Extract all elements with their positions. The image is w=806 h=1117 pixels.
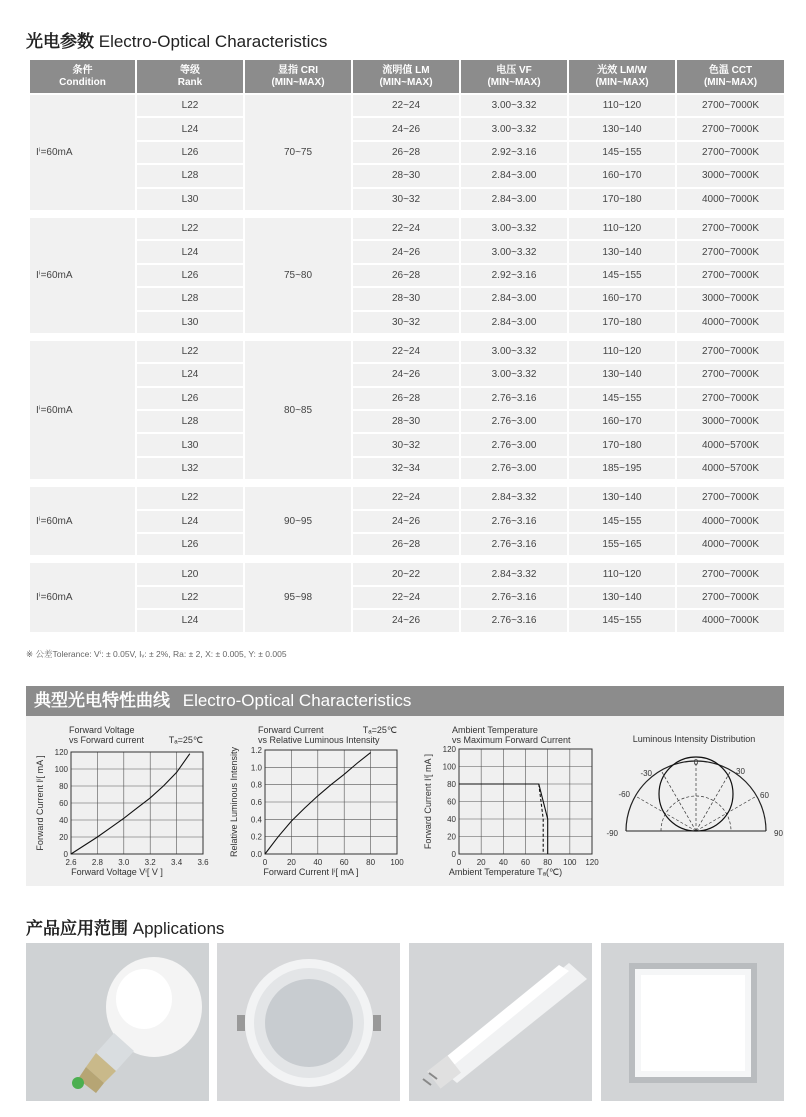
bulb-image bbox=[26, 943, 209, 1101]
table-row bbox=[30, 411, 784, 432]
rank-cell: L30 bbox=[137, 189, 243, 210]
value-cell: 2700~7000K bbox=[677, 487, 784, 508]
value-cell: 3.00~3.32 bbox=[461, 341, 567, 362]
rank-cell: L28 bbox=[137, 288, 243, 309]
value-cell: 160~170 bbox=[569, 165, 675, 186]
table-row bbox=[30, 511, 784, 532]
value-cell: 2.92~3.16 bbox=[461, 265, 567, 286]
chart-note: Tₐ=25℃ bbox=[168, 735, 203, 745]
value-cell: 4000~7000K bbox=[677, 189, 784, 210]
value-cell: 170~180 bbox=[569, 434, 675, 455]
cri-cell: 75~80 bbox=[245, 218, 351, 333]
rank-cell: L26 bbox=[137, 265, 243, 286]
value-cell: 2700~7000K bbox=[677, 341, 784, 362]
value-cell: 20~22 bbox=[353, 563, 459, 584]
y-axis-label: Relative Luminous Intensity bbox=[229, 746, 239, 858]
value-cell: 3000~7000K bbox=[677, 411, 784, 432]
value-cell: 3.00~3.32 bbox=[461, 118, 567, 139]
condition-cell: Iⁱ=60mA bbox=[30, 341, 135, 479]
value-cell: 26~28 bbox=[353, 534, 459, 555]
x-axis-label: Ambient Temperature Tₐ(℃) bbox=[448, 867, 563, 877]
x-tick-label: 3.6 bbox=[197, 858, 209, 867]
chart-title: Forward Voltage bbox=[69, 725, 135, 735]
value-cell: 2.76~3.00 bbox=[461, 458, 567, 479]
value-cell: 185~195 bbox=[569, 458, 675, 479]
polar-spoke bbox=[696, 796, 757, 831]
tube-image bbox=[409, 943, 592, 1101]
value-cell: 26~28 bbox=[353, 142, 459, 163]
value-cell: 28~30 bbox=[353, 411, 459, 432]
y-tick-label: 0 bbox=[451, 850, 456, 859]
value-cell: 130~140 bbox=[569, 364, 675, 385]
chart-title: Forward Current bbox=[258, 725, 324, 735]
value-cell: 2.76~3.16 bbox=[461, 534, 567, 555]
table-row bbox=[30, 563, 784, 584]
value-cell: 3.00~3.32 bbox=[461, 364, 567, 385]
y-tick-label: 0 bbox=[63, 850, 68, 859]
y-axis-label: Forward Current Iⁱ[ mA ] bbox=[423, 753, 433, 850]
rank-cell: L26 bbox=[137, 534, 243, 555]
y-tick-label: 1.0 bbox=[250, 763, 262, 773]
value-cell: 4000~7000K bbox=[677, 534, 784, 555]
header-cell: 色温 CCT (MIN~MAX) bbox=[677, 60, 784, 93]
value-cell: 170~180 bbox=[569, 312, 675, 333]
header-cell: 显指 CRI (MIN~MAX) bbox=[245, 60, 351, 93]
value-cell: 22~24 bbox=[353, 587, 459, 608]
y-tick-label: 60 bbox=[59, 799, 68, 808]
rank-cell: L22 bbox=[137, 95, 243, 116]
value-cell: 24~26 bbox=[353, 241, 459, 262]
rank-cell: L30 bbox=[137, 434, 243, 455]
rank-cell: L24 bbox=[137, 610, 243, 631]
section-title-curves: 典型光电特性曲线 Electro-Optical Characteristics bbox=[26, 686, 784, 716]
x-tick-label: 100 bbox=[390, 858, 404, 867]
value-cell: 2700~7000K bbox=[677, 388, 784, 409]
x-tick-label: 0 bbox=[262, 858, 268, 867]
x-tick-label: 3.2 bbox=[144, 858, 156, 867]
table-row bbox=[30, 189, 784, 210]
value-cell: 2.76~3.16 bbox=[461, 388, 567, 409]
rank-cell: L22 bbox=[137, 218, 243, 239]
x-tick-label: 2.8 bbox=[91, 858, 103, 867]
polar-angle-label: 90 bbox=[774, 829, 783, 838]
value-cell: 28~30 bbox=[353, 288, 459, 309]
table-header-row bbox=[30, 60, 784, 93]
header-cell: 条件 Condition bbox=[30, 60, 135, 93]
value-cell: 2700~7000K bbox=[677, 118, 784, 139]
rank-cell: L24 bbox=[137, 511, 243, 532]
x-tick-label: 120 bbox=[585, 858, 599, 867]
table-row bbox=[30, 165, 784, 186]
rank-cell: L26 bbox=[137, 142, 243, 163]
x-tick-label: 40 bbox=[498, 858, 508, 867]
x-tick-label: 80 bbox=[543, 858, 553, 867]
y-tick-label: 40 bbox=[447, 815, 456, 824]
value-cell: 3.00~3.32 bbox=[461, 95, 567, 116]
table-row bbox=[30, 487, 784, 508]
x-tick-label: 3.0 bbox=[118, 858, 130, 867]
cri-cell: 95~98 bbox=[245, 563, 351, 631]
value-cell: 2.76~3.16 bbox=[461, 511, 567, 532]
x-tick-label: 2.6 bbox=[65, 858, 77, 867]
value-cell: 22~24 bbox=[353, 341, 459, 362]
value-cell: 130~140 bbox=[569, 487, 675, 508]
x-tick-label: 20 bbox=[286, 858, 296, 867]
polar-angle-label: 30 bbox=[736, 767, 745, 776]
value-cell: 3.00~3.32 bbox=[461, 241, 567, 262]
polar-angle-label: 60 bbox=[760, 791, 769, 800]
chart-title-line2: vs Relative Luminous Intensity bbox=[258, 735, 380, 745]
value-cell: 130~140 bbox=[569, 587, 675, 608]
y-tick-label: 100 bbox=[54, 765, 68, 774]
polar-angle-label: -90 bbox=[606, 829, 618, 838]
header-cell: 等级 Rank bbox=[137, 60, 243, 93]
value-cell: 24~26 bbox=[353, 610, 459, 631]
rank-cell: L30 bbox=[137, 312, 243, 333]
table-row bbox=[30, 288, 784, 309]
table-row bbox=[30, 434, 784, 455]
x-axis-label: Forward Voltage Vⁱ[ V ] bbox=[71, 867, 163, 877]
value-cell: 22~24 bbox=[353, 95, 459, 116]
value-cell: 2.84~3.00 bbox=[461, 189, 567, 210]
value-cell: 2700~7000K bbox=[677, 587, 784, 608]
value-cell: 4000~7000K bbox=[677, 511, 784, 532]
value-cell: 2.76~3.00 bbox=[461, 434, 567, 455]
value-cell: 30~32 bbox=[353, 312, 459, 333]
value-cell: 2.84~3.32 bbox=[461, 487, 567, 508]
rank-cell: L28 bbox=[137, 165, 243, 186]
value-cell: 2.84~3.32 bbox=[461, 563, 567, 584]
x-tick-label: 3.4 bbox=[171, 858, 183, 867]
value-cell: 4000~5700K bbox=[677, 458, 784, 479]
value-cell: 160~170 bbox=[569, 288, 675, 309]
value-cell: 4000~7000K bbox=[677, 610, 784, 631]
y-tick-label: 0.6 bbox=[250, 798, 262, 807]
y-tick-label: 120 bbox=[442, 745, 456, 754]
table-row bbox=[30, 534, 784, 555]
value-cell: 170~180 bbox=[569, 189, 675, 210]
value-cell: 4000~7000K bbox=[677, 312, 784, 333]
table-row bbox=[30, 364, 784, 385]
x-tick-label: 100 bbox=[563, 858, 577, 867]
header-cell: 流明值 LM (MIN~MAX) bbox=[353, 60, 459, 93]
y-tick-label: 120 bbox=[54, 748, 68, 757]
value-cell: 24~26 bbox=[353, 364, 459, 385]
rank-cell: L28 bbox=[137, 411, 243, 432]
rank-cell: L22 bbox=[137, 487, 243, 508]
polar-angle-label: -60 bbox=[618, 790, 630, 799]
value-cell: 145~155 bbox=[569, 610, 675, 631]
value-cell: 2.84~3.00 bbox=[461, 288, 567, 309]
value-cell: 2.76~3.16 bbox=[461, 610, 567, 631]
x-tick-label: 20 bbox=[476, 858, 486, 867]
rank-cell: L32 bbox=[137, 458, 243, 479]
header-cell: 电压 VF (MIN~MAX) bbox=[461, 60, 567, 93]
value-cell: 30~32 bbox=[353, 189, 459, 210]
y-tick-label: 60 bbox=[447, 797, 456, 807]
x-tick-label: 60 bbox=[521, 858, 530, 867]
value-cell: 2700~7000K bbox=[677, 265, 784, 286]
value-cell: 3.00~3.32 bbox=[461, 218, 567, 239]
value-cell: 155~165 bbox=[569, 534, 675, 555]
value-cell: 24~26 bbox=[353, 118, 459, 139]
y-axis-label: Forward Current Iⁱ[ mA ] bbox=[35, 755, 45, 851]
table-row bbox=[30, 142, 784, 163]
header-cell: 光效 LM/W (MIN~MAX) bbox=[569, 60, 675, 93]
table-row bbox=[30, 312, 784, 333]
value-cell: 2700~7000K bbox=[677, 241, 784, 262]
x-tick-label: 60 bbox=[339, 858, 349, 867]
x-tick-label: 80 bbox=[366, 858, 376, 867]
value-cell: 145~155 bbox=[569, 265, 675, 286]
table-row bbox=[30, 118, 784, 139]
condition-cell: Iⁱ=60mA bbox=[30, 218, 135, 333]
rank-cell: L24 bbox=[137, 241, 243, 262]
x-tick-label: 40 bbox=[313, 858, 323, 867]
table-row bbox=[30, 610, 784, 631]
value-cell: 110~120 bbox=[569, 218, 675, 239]
value-cell: 130~140 bbox=[569, 241, 675, 262]
value-cell: 110~120 bbox=[569, 563, 675, 584]
panel-image bbox=[601, 943, 784, 1101]
value-cell: 26~28 bbox=[353, 388, 459, 409]
value-cell: 2.84~3.00 bbox=[461, 312, 567, 333]
value-cell: 22~24 bbox=[353, 218, 459, 239]
value-cell: 2700~7000K bbox=[677, 142, 784, 163]
rank-cell: L24 bbox=[137, 364, 243, 385]
y-tick-label: 100 bbox=[442, 762, 456, 772]
value-cell: 2700~7000K bbox=[677, 95, 784, 116]
y-tick-label: 20 bbox=[59, 833, 68, 842]
y-tick-label: 0.4 bbox=[250, 815, 262, 825]
value-cell: 145~155 bbox=[569, 388, 675, 409]
table-row bbox=[30, 218, 784, 239]
value-cell: 2700~7000K bbox=[677, 364, 784, 385]
y-tick-label: 40 bbox=[59, 816, 68, 825]
chart-title-line2: vs Forward current bbox=[69, 735, 145, 745]
value-cell: 3000~7000K bbox=[677, 288, 784, 309]
table-row bbox=[30, 265, 784, 286]
x-axis-label: Forward Current Iⁱ[ mA ] bbox=[263, 867, 359, 877]
value-cell: 24~26 bbox=[353, 511, 459, 532]
value-cell: 4000~5700K bbox=[677, 434, 784, 455]
rank-cell: L22 bbox=[137, 341, 243, 362]
value-cell: 160~170 bbox=[569, 411, 675, 432]
value-cell: 26~28 bbox=[353, 265, 459, 286]
chart-note: Tₐ=25℃ bbox=[362, 725, 397, 735]
table-row bbox=[30, 587, 784, 608]
rank-cell: L24 bbox=[137, 118, 243, 139]
table-row bbox=[30, 241, 784, 262]
cri-cell: 70~75 bbox=[245, 95, 351, 210]
chart-title: Ambient Temperature bbox=[452, 725, 538, 735]
value-cell: 2.92~3.16 bbox=[461, 142, 567, 163]
polar-angle-label: 0 bbox=[693, 758, 699, 767]
value-cell: 2700~7000K bbox=[677, 563, 784, 584]
polar-spoke bbox=[635, 796, 696, 831]
table-row bbox=[30, 95, 784, 116]
value-cell: 32~34 bbox=[353, 458, 459, 479]
value-cell: 3000~7000K bbox=[677, 165, 784, 186]
section-title-applications: 产品应用范围 Applications bbox=[26, 919, 225, 938]
rank-cell: L22 bbox=[137, 587, 243, 608]
spec-table bbox=[28, 58, 786, 634]
y-tick-label: 80 bbox=[59, 782, 68, 791]
condition-cell: Iⁱ=60mA bbox=[30, 563, 135, 631]
curves-panel bbox=[26, 716, 784, 886]
polar-angle-label: -30 bbox=[640, 769, 652, 778]
value-cell: 2700~7000K bbox=[677, 218, 784, 239]
x-tick-label: 0 bbox=[456, 858, 462, 867]
condition-cell: Iⁱ=60mA bbox=[30, 95, 135, 210]
condition-cell: Iⁱ=60mA bbox=[30, 487, 135, 555]
value-cell: 110~120 bbox=[569, 341, 675, 362]
value-cell: 28~30 bbox=[353, 165, 459, 186]
y-tick-label: 80 bbox=[447, 780, 456, 789]
value-cell: 145~155 bbox=[569, 511, 675, 532]
value-cell: 30~32 bbox=[353, 434, 459, 455]
value-cell: 145~155 bbox=[569, 142, 675, 163]
y-tick-label: 20 bbox=[447, 832, 456, 842]
rank-cell: L26 bbox=[137, 388, 243, 409]
y-tick-label: 0.0 bbox=[250, 850, 262, 859]
value-cell: 2.84~3.00 bbox=[461, 165, 567, 186]
table-row bbox=[30, 388, 784, 409]
tolerance-note: ※ 公差Tolerance: Vⁱ: ± 0.05V, Iᵥ: ± 2%, Ra: ± 2, X: ± 0.005, Y: ± 0.005 bbox=[26, 649, 287, 659]
value-cell: 110~120 bbox=[569, 95, 675, 116]
polar-spoke bbox=[661, 770, 696, 831]
downlight-image bbox=[217, 943, 400, 1101]
table-row bbox=[30, 341, 784, 362]
table-row bbox=[30, 458, 784, 479]
cri-cell: 80~85 bbox=[245, 341, 351, 479]
y-tick-label: 1.2 bbox=[250, 746, 262, 755]
value-cell: 22~24 bbox=[353, 487, 459, 508]
chart-title-line2: vs Maximum Forward Current bbox=[452, 735, 571, 745]
polar-title: Luminous Intensity Distribution bbox=[632, 734, 756, 744]
value-cell: 2.76~3.00 bbox=[461, 411, 567, 432]
section-title-electro-optical: 光电参数 Electro-Optical Characteristics bbox=[26, 32, 328, 51]
value-cell: 130~140 bbox=[569, 118, 675, 139]
cri-cell: 90~95 bbox=[245, 487, 351, 555]
y-tick-label: 0.2 bbox=[250, 832, 262, 842]
curves-svg bbox=[26, 716, 784, 886]
rank-cell: L20 bbox=[137, 563, 243, 584]
polar-spoke bbox=[696, 770, 731, 831]
y-tick-label: 0.8 bbox=[250, 780, 262, 790]
value-cell: 2.76~3.16 bbox=[461, 587, 567, 608]
